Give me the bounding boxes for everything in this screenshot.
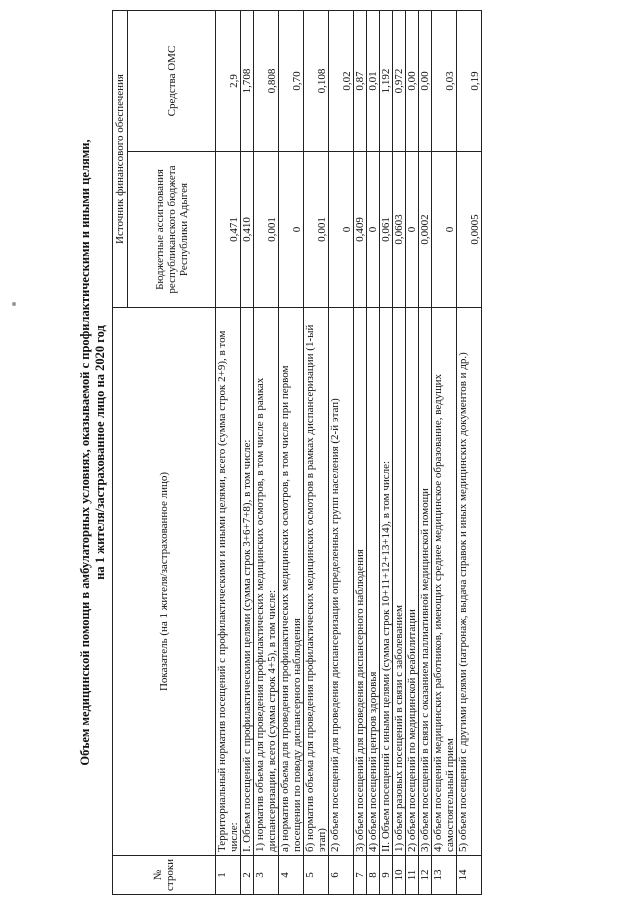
table-row (279, 11, 304, 895)
table-row (432, 11, 457, 895)
row-number: 9 (380, 856, 393, 895)
row-number: 1 (216, 856, 241, 895)
row-oms-value: 0,00 (419, 11, 432, 152)
row-budget-value: 0,0002 (419, 152, 432, 308)
row-indicator: б) норматив объема для проведения профилактических медицинских осмотров в рамках диспансеризации (1-ый этап) (304, 308, 329, 856)
row-number: 13 (432, 856, 457, 895)
table-row (216, 11, 241, 895)
row-number: 12 (419, 856, 432, 895)
header-oms: Средства ОМС (128, 11, 216, 152)
row-number: 4 (279, 856, 304, 895)
table-row (367, 11, 380, 895)
row-number: 2 (241, 856, 254, 895)
header-row-number: № строки (113, 856, 216, 895)
row-indicator: II. Объем посещений с иными целями (сумма строк 10+11+12+13+14), в том числе: (380, 308, 393, 856)
row-number: 5 (304, 856, 329, 895)
scan-speck (12, 302, 16, 306)
table-row (254, 11, 279, 895)
row-budget-value: 0,471 (216, 152, 241, 308)
document-title-line-2: на 1 жителя/застрахованное лицо на 2020 год (93, 325, 107, 580)
row-oms-value: 0,02 (329, 11, 354, 152)
row-indicator: 5) объем посещений с другими целями (патронаж, выдача справок и иных медицинских документов и др.) (457, 308, 482, 856)
row-indicator: I. Объем посещений с профилактическими целями (сумма строк 3+6+7+8), в том числе: (241, 308, 254, 856)
row-indicator: 3) объем посещений для проведения диспансерного наблюдения (354, 308, 367, 856)
row-budget-value: 0,0005 (457, 152, 482, 308)
row-number: 7 (354, 856, 367, 895)
row-oms-value: 0,19 (457, 11, 482, 152)
row-budget-value: 0 (329, 152, 354, 308)
row-budget-value: 0 (406, 152, 419, 308)
row-oms-value: 0,808 (254, 11, 279, 152)
row-oms-value: 0,70 (279, 11, 304, 152)
row-indicator: 2) объем посещений для проведения диспансеризации определенных групп населения (2-й этап) (329, 308, 354, 856)
row-number: 14 (457, 856, 482, 895)
table-row (406, 11, 419, 895)
row-budget-value: 0,061 (380, 152, 393, 308)
row-budget-value: 0 (432, 152, 457, 308)
table-row (241, 11, 254, 895)
volume-table (112, 10, 482, 895)
header-indicator: Показатель (на 1 жителя/застрахованное лицо) (113, 308, 216, 856)
row-number: 3 (254, 856, 279, 895)
row-budget-value: 0,410 (241, 152, 254, 308)
table-row (457, 11, 482, 895)
table-row (393, 11, 406, 895)
table-row (304, 11, 329, 895)
row-budget-value: 0,001 (304, 152, 329, 308)
row-indicator: 1) норматив объема для проведения профилактических медицинских осмотров, в том числе в рамках диспансеризации, всего (сумма строк 4+5), в том числе: (254, 308, 279, 856)
row-indicator: 2) объем посещений по медицинской реабилитации (406, 308, 419, 856)
row-oms-value: 0,00 (406, 11, 419, 152)
table-row (329, 11, 354, 895)
row-oms-value: 2,9 (216, 11, 241, 152)
row-indicator: Территориальный норматив посещений с профилактическими и иными целями, всего (сумма строк 2+9), в том числе: (216, 308, 241, 856)
row-indicator: 1) объем разовых посещений в связи с заболеванием (393, 308, 406, 856)
row-indicator: 3) объем посещений в связи с оказанием паллиативной медицинской помощи (419, 308, 432, 856)
table-row (419, 11, 432, 895)
row-indicator: 4) объем посещений центров здоровья (367, 308, 380, 856)
row-budget-value: 0 (279, 152, 304, 308)
table-body (216, 11, 482, 895)
row-budget-value: 0 (367, 152, 380, 308)
header-budget: Бюджетные ассигнования республиканского бюджета Республики Адыгея (128, 152, 216, 308)
row-number: 6 (329, 856, 354, 895)
row-indicator: а) норматив объема для проведения профилактических медицинских осмотров, в том числе при первом посещении по поводу диспансерного наблюдения (279, 308, 304, 856)
row-budget-value: 0,001 (254, 152, 279, 308)
row-oms-value: 0,03 (432, 11, 457, 152)
row-number: 10 (393, 856, 406, 895)
row-oms-value: 0,972 (393, 11, 406, 152)
row-oms-value: 0,87 (354, 11, 367, 152)
row-oms-value: 0,01 (367, 11, 380, 152)
row-oms-value: 1,708 (241, 11, 254, 152)
row-oms-value: 1,192 (380, 11, 393, 152)
row-oms-value: 0,108 (304, 11, 329, 152)
row-budget-value: 0,0603 (393, 152, 406, 308)
table-row (380, 11, 393, 895)
row-indicator: 4) объем посещений медицинских работников, имеющих среднее медицинское образование, ведущих самостоятельный прием (432, 308, 457, 856)
header-funding-source: Источник финансового обеспечения (113, 11, 128, 308)
row-budget-value: 0,409 (354, 152, 367, 308)
table-row (354, 11, 367, 895)
row-number: 11 (406, 856, 419, 895)
row-number: 8 (367, 856, 380, 895)
document-title-line-1: Объем медицинской помощи в амбулаторных условиях, оказываемой с профилактическими и иными целями, (78, 139, 92, 766)
